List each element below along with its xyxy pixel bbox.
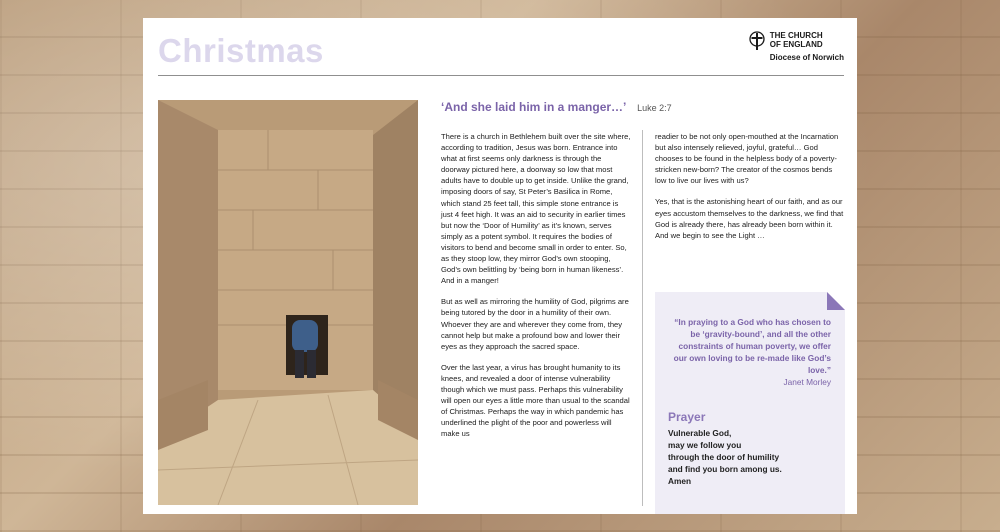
column-divider xyxy=(642,130,643,506)
header-rule xyxy=(158,75,844,76)
logo-text xyxy=(770,31,844,62)
prayer-line: Vulnerable God, xyxy=(668,428,732,438)
church-logo xyxy=(749,31,844,62)
leaflet-page xyxy=(143,18,857,514)
prayer-line: and find you born among us. xyxy=(668,464,782,474)
logo-line-2: OF ENGLAND xyxy=(769,40,823,49)
prayer-title: Prayer xyxy=(668,410,706,424)
cross-icon xyxy=(749,31,765,51)
article-heading xyxy=(441,100,672,114)
diocese-name: Diocese of Norwich xyxy=(769,53,844,62)
paragraph: There is a church in Bethlehem built over the site where, according to tradition, Jesus was born. Entrance into what at first seems only darkness is through the doorway pictured here, a doorway so low that most adults have to double up to get inside. Unlike the grand, imposing doors of say, St Peter’s Basilica in Rome, which stand 25 feet tall, this simple stone entrance is just 4 feet high. It was an aid to security in earlier times but now the ‘Door of Humility’ as it’s known, serves simply as a potent symbol. It requires the bodies of visitors to bend and become small in order to enter. So, as they stoop low, they mirror God’s own stooping, God’s own belittling by ‘being born in human likeness’. And in a manger! xyxy=(441,132,631,286)
corner-fold-accent xyxy=(827,292,845,310)
quote-author: Janet Morley xyxy=(783,377,831,387)
heading-text: ‘And she laid him in a manger…’ xyxy=(441,100,626,114)
article-column-1 xyxy=(441,131,631,449)
paragraph: Yes, that is the astonishing heart of our faith, and as our eyes accustom themselves to the darkness, we find that God is already there, has already been born within it. And we begin to see the Light … xyxy=(655,197,844,240)
article-column-2 xyxy=(655,131,845,251)
pull-quote xyxy=(665,316,831,388)
scripture-reference: Luke 2:7 xyxy=(637,103,672,113)
prayer-line: through the door of humility xyxy=(668,452,780,462)
quote-box xyxy=(655,292,845,514)
church-door-photo xyxy=(158,100,418,505)
prayer-line: Amen xyxy=(668,476,692,486)
prayer-line: may we follow you xyxy=(668,440,742,450)
prayer-text xyxy=(668,427,838,487)
quote-text: “In praying to a God who has chosen to be ‘gravity-bound’, and all the other constraints of human poverty, we offer our own loving to be re-made like God’s love.” xyxy=(673,317,831,375)
paragraph: Over the last year, a virus has brought humanity to its knees, and revealed a door of intense vulnerability though which we must pass. Perhaps this vulnerability will open our eyes a little more than usual to the scandal of Christmas. Perhaps the way in which pandemic has underlined the plight of the poor and powerless will make us xyxy=(441,362,630,439)
paragraph: But as well as mirroring the humility of God, pilgrims are being tutored by the door in a humility of their own. Whoever they are and wherever they come from, they cannot help but make a profound bow and lower their eyes as they approach the sacred space. xyxy=(441,297,629,351)
paragraph: readier to be not only open-mouthed at the Incarnation but also intensely relieved, joyful, grateful… God chooses to be found in the helpless body of a poverty-stricken new-born? The creator of the cosmos bends low to live our lives with us? xyxy=(655,132,839,186)
logo-line-1: THE CHURCH xyxy=(769,31,823,40)
page-title: Christmas xyxy=(158,32,324,69)
